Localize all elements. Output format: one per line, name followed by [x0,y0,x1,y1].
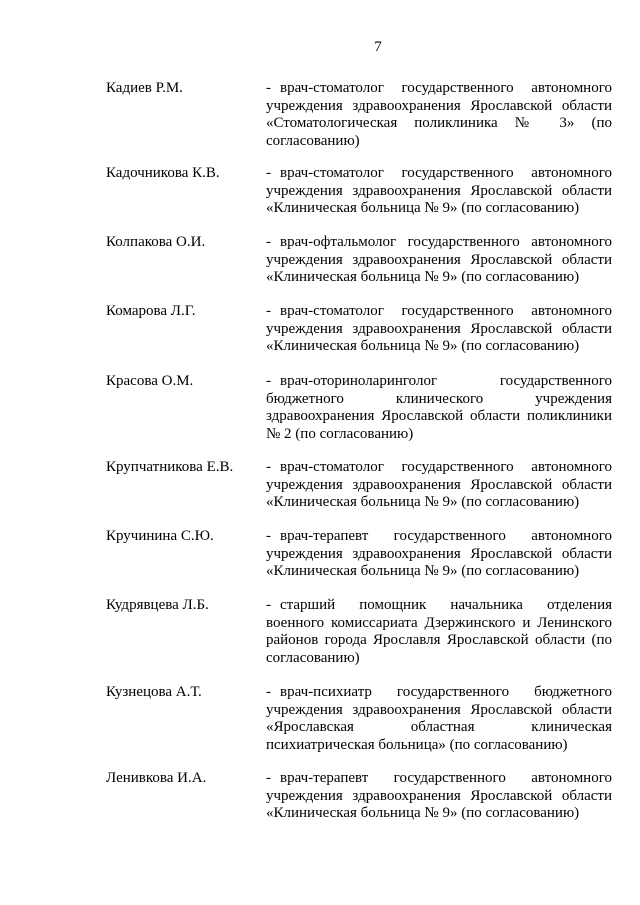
person-name: Колпакова О.И. [106,234,206,250]
person-position [266,303,612,356]
position-text: врач-терапевт государственного автономного учреждения здравоохранения Ярославской области «Клиническая больница № 9» (по согласованию) [266,770,612,821]
person-name: Красова О.М. [106,373,194,389]
list-dash: - [266,528,271,544]
position-text: врач-стоматолог государственного автономного учреждения здравоохранения Ярославской области «Стоматологическая поликлиника № 3» (по согласованию) [266,80,612,149]
page-number: 7 [374,39,382,55]
position-text: врач-офтальмолог государственного автономного учреждения здравоохранения Ярославской области «Клиническая больница № 9» (по согласованию) [266,234,612,285]
person-position [266,80,612,150]
list-dash: - [266,459,271,475]
list-dash: - [266,303,271,319]
list-dash: - [266,165,271,181]
position-text: врач-терапевт государственного автономного учреждения здравоохранения Ярославской области «Клиническая больница № 9» (по согласованию) [266,528,612,579]
person-position [266,373,612,443]
person-name: Кадиев Р.М. [106,80,183,96]
person-position [266,234,612,287]
position-text: врач-стоматолог государственного автономного учреждения здравоохранения Ярославской области «Клиническая больница № 9» (по согласованию) [266,303,612,354]
position-text: врач-стоматолог государственного автономного учреждения здравоохранения Ярославской области «Клиническая больница № 9» (по согласованию) [266,165,612,216]
list-dash: - [266,684,271,700]
list-dash: - [266,597,271,613]
position-text: врач-стоматолог государственного автономного учреждения здравоохранения Ярославской области «Клиническая больница № 9» (по согласованию) [266,459,612,510]
list-dash: - [266,80,271,96]
list-dash: - [266,770,271,786]
position-text: врач-психиатр государственного бюджетного учреждения здравоохранения Ярославской области «Ярославская областная клиническая психиатрическая больница» (по согласованию) [266,684,612,753]
position-text: старший помощник начальника отделения военного комиссариата Дзержинского и Ленинского районов города Ярославля Ярославской области (по согласованию) [266,597,612,666]
person-name: Крупчатникова Е.В. [106,459,234,475]
person-name: Кудрявцева Л.Б. [106,597,209,613]
person-position [266,165,612,218]
person-name: Кузнецова А.Т. [106,684,202,700]
person-position [266,459,612,512]
position-text: врач-оториноларинголог государственного бюджетного клинического учреждения здравоохранения Ярославской области поликлиники № 2 (по согласованию) [266,373,612,442]
person-position [266,528,612,581]
list-dash: - [266,234,271,250]
person-position [266,770,612,823]
person-name: Кручинина С.Ю. [106,528,214,544]
person-name: Комарова Л.Г. [106,303,196,319]
person-position [266,597,612,667]
person-name: Ленивкова И.А. [106,770,207,786]
list-dash: - [266,373,271,389]
person-position [266,684,612,754]
person-name: Кадочникова К.В. [106,165,220,181]
